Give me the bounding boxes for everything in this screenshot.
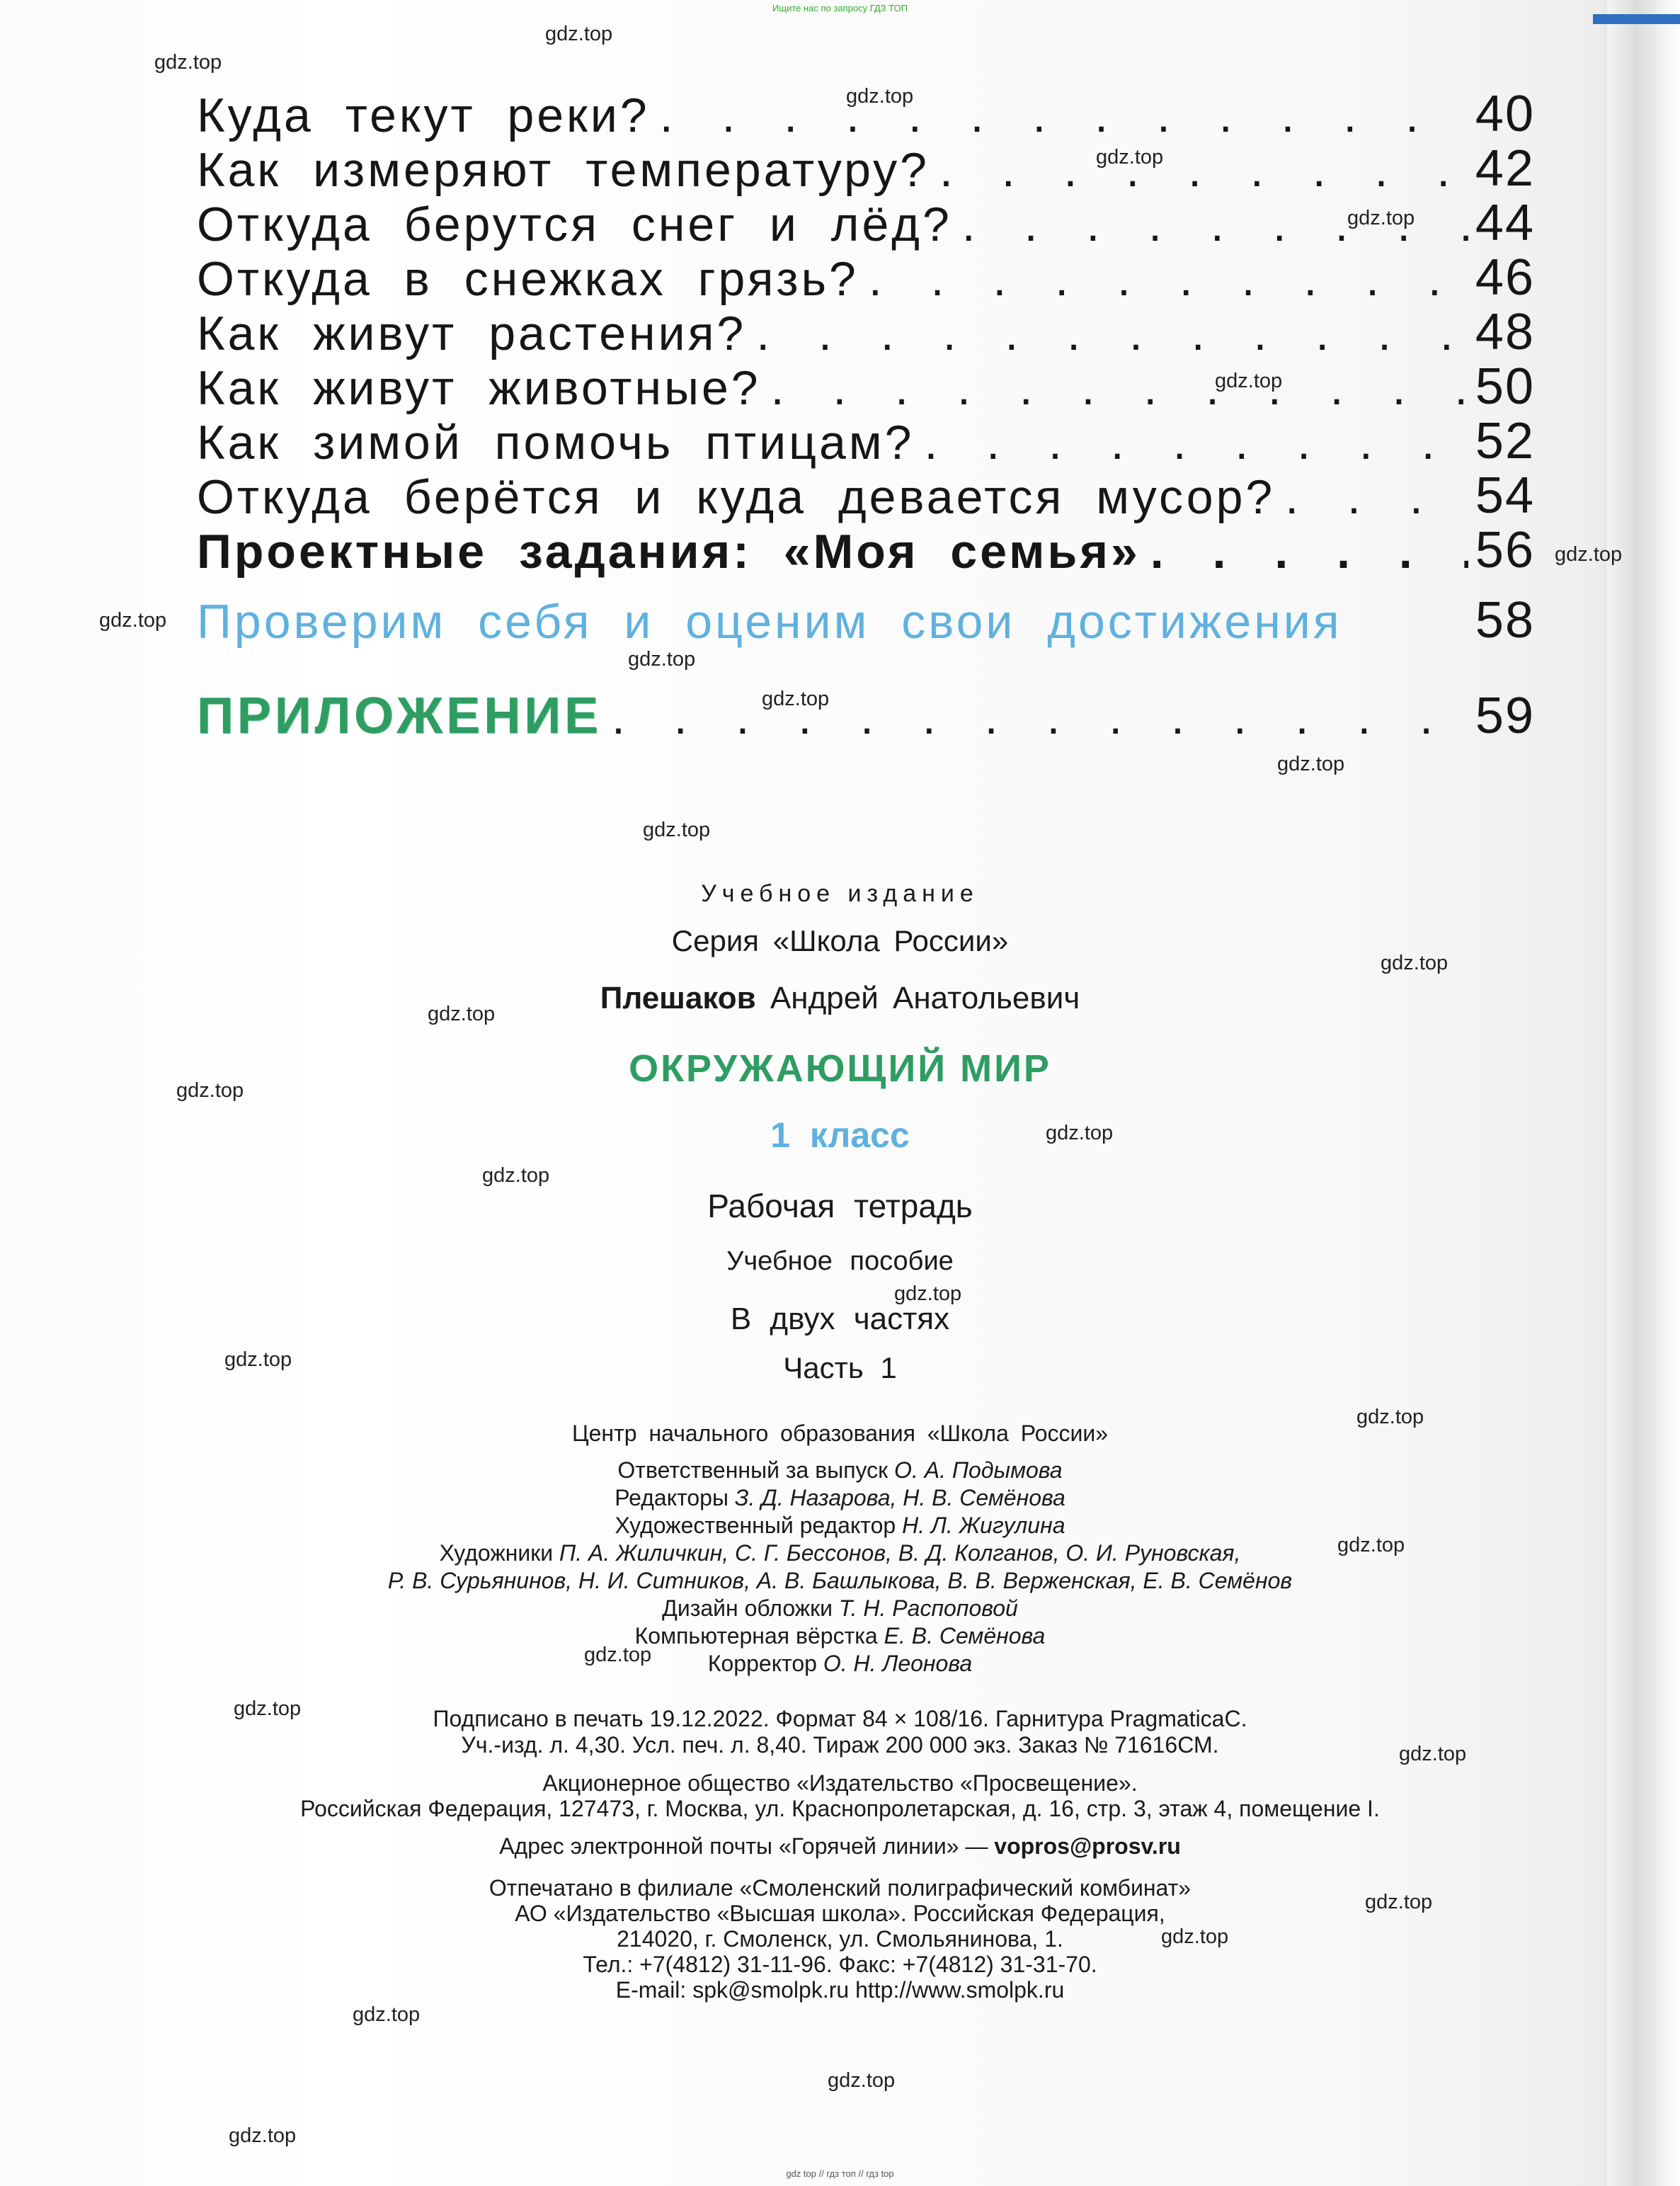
series: Серия «Школа России» xyxy=(671,924,1009,957)
toc-page: 52 xyxy=(1475,413,1535,469)
watermark: gdz.top xyxy=(428,1003,496,1025)
watermark: gdz.top xyxy=(545,23,613,45)
toc-page: 48 xyxy=(1475,304,1535,360)
toc-row-appendix xyxy=(197,688,1535,745)
print-line: Уч.-изд. л. 4,30. Усл. печ. л. 8,40. Тираж 200 000 экз. Заказ № 71616СМ. xyxy=(461,1732,1219,1758)
credit-role: Редакторы xyxy=(615,1485,728,1510)
toc-dots xyxy=(1150,524,1468,579)
edition-type: Учебное издание xyxy=(701,880,979,907)
credit-names: З. Д. Назарова, Н. В. Семёнова xyxy=(734,1485,1065,1510)
toc-page: 46 xyxy=(1475,249,1535,306)
credit-role: Корректор xyxy=(707,1651,817,1676)
print-line: Подписано в печать 19.12.2022. Формат 84 × 108/16. Гарнитура PragmaticaC. xyxy=(433,1706,1247,1731)
watermark: gdz.top xyxy=(1399,1743,1467,1765)
toc-title: Как измеряют температуру? xyxy=(197,143,930,197)
toc-dots xyxy=(924,415,1468,470)
watermark: gdz.top xyxy=(99,609,167,632)
watermark: gdz.top xyxy=(482,1164,550,1187)
watermark: gdz.top xyxy=(1161,1925,1229,1948)
toc-title: Куда текут реки? xyxy=(197,89,650,142)
center-name: Центр начального образования «Школа России» xyxy=(571,1421,1109,1446)
grade: 1 класс xyxy=(770,1115,910,1155)
toc-dots xyxy=(869,251,1468,307)
watermark: gdz.top xyxy=(1215,370,1283,392)
credit-line xyxy=(0,1568,1680,1594)
bottom-note: gdz top // гдз топ // гдз top xyxy=(786,2168,894,2179)
toc-title: Проектные задания: «Моя семья» xyxy=(197,525,1141,579)
email-prefix: Адрес электронной почты «Горячей линии» — xyxy=(499,1833,988,1859)
toc-dots xyxy=(771,360,1468,416)
printer-line: 214020, г. Смоленск, ул. Смольянинова, 1. xyxy=(617,1926,1063,1952)
watermark: gdz.top xyxy=(1356,1406,1424,1428)
toc-title: Как зимой помочь птицам? xyxy=(197,416,915,469)
credit-line xyxy=(0,1513,1680,1539)
aid: Учебное пособие xyxy=(726,1246,954,1276)
toc-dots xyxy=(939,142,1468,198)
watermark: gdz.top xyxy=(628,648,696,671)
publisher-line: Российская Федерация, 127473, г. Москва, ул. Краснопролетарская, д. 16, стр. 3, этаж 4, помещение I. xyxy=(300,1796,1380,1821)
watermark: gdz.top xyxy=(234,1697,302,1720)
toc-title: Проверим себя и оценим свои достижения xyxy=(197,595,1342,649)
toc-title: ПРИЛОЖЕНИЕ xyxy=(197,688,602,744)
toc-row xyxy=(197,249,1535,307)
watermark: gdz.top xyxy=(828,2069,896,2092)
watermark: gdz.top xyxy=(1365,1891,1433,1913)
author xyxy=(0,981,1680,1016)
credit-names: Н. Л. Жигулина xyxy=(902,1513,1065,1538)
watermark: gdz.top xyxy=(1381,952,1448,974)
credit-role: Дизайн обложки xyxy=(662,1595,833,1621)
toc-title: Как живут растения? xyxy=(197,307,747,360)
watermark: gdz.top xyxy=(176,1079,244,1102)
watermark: gdz.top xyxy=(353,2003,421,2026)
credit-names: Е. В. Семёнова xyxy=(884,1623,1046,1649)
watermark: gdz.top xyxy=(154,51,222,74)
credit-line xyxy=(0,1540,1680,1566)
toc-page: 56 xyxy=(1475,522,1535,579)
toc-page: 44 xyxy=(1475,195,1535,251)
watermark: gdz.top xyxy=(846,85,914,108)
watermark: gdz.top xyxy=(1096,146,1164,169)
toc-row xyxy=(197,467,1535,525)
toc-dots xyxy=(756,306,1468,361)
printer-line: АО «Издательство «Высшая школа». Российская Федерация, xyxy=(515,1901,1165,1926)
toc-page: 40 xyxy=(1475,86,1535,142)
publisher-line: Акционерное общество «Издательство «Просвещение». xyxy=(542,1770,1138,1796)
toc-row-check xyxy=(197,592,1535,649)
toc-row xyxy=(197,358,1535,416)
printer-line: Тел.: +7(4812) 31-11-96. Факс: +7(4812) 31-31-70. xyxy=(583,1952,1097,1977)
part: Часть 1 xyxy=(783,1351,897,1384)
watermark: gdz.top xyxy=(584,1644,652,1666)
top-note: Ищите нас по запросу ГДЗ ТОП xyxy=(772,3,908,13)
toc-title: Как живут животные? xyxy=(197,361,761,415)
toc-dots xyxy=(660,88,1468,143)
toc-title: Откуда берутся снег и лёд? xyxy=(197,198,952,251)
toc-page: 59 xyxy=(1475,688,1535,744)
credit-line xyxy=(0,1457,1680,1484)
email-line xyxy=(0,1833,1680,1860)
corner-strip xyxy=(1593,14,1680,24)
watermark: gdz.top xyxy=(224,1348,292,1371)
credit-names: О. Н. Леонова xyxy=(823,1651,973,1676)
watermark: gdz.top xyxy=(762,688,830,710)
toc-page: 54 xyxy=(1475,467,1535,524)
watermark: gdz.top xyxy=(1046,1122,1114,1144)
credit-role: Художественный редактор xyxy=(615,1513,896,1538)
credit-line xyxy=(0,1485,1680,1511)
author-name: Андрей Анатольевич xyxy=(770,981,1080,1015)
workbook: Рабочая тетрадь xyxy=(707,1188,973,1224)
toc-page: 42 xyxy=(1475,140,1535,197)
toc-row xyxy=(197,413,1535,470)
parts: В двух частях xyxy=(730,1302,950,1336)
watermark: gdz.top xyxy=(1337,1534,1405,1556)
credit-line xyxy=(0,1651,1680,1677)
toc-dots xyxy=(1285,469,1468,525)
toc-title: Откуда в снежках грязь? xyxy=(197,252,859,306)
toc-dots xyxy=(612,690,1468,745)
credit-role: Компьютерная вёрстка xyxy=(634,1623,878,1649)
credit-role: Художники xyxy=(439,1540,554,1566)
author-surname: Плешаков xyxy=(600,981,756,1015)
toc-title: Откуда берётся и куда девается мусор? xyxy=(197,470,1276,524)
toc-page: 50 xyxy=(1475,358,1535,415)
toc-row xyxy=(197,140,1535,198)
printer-line: E-mail: spk@smolpk.ru http://www.smolpk.ru xyxy=(615,1977,1065,2003)
toc-page: 58 xyxy=(1475,592,1535,649)
credit-names: Р. В. Сурьянинов, Н. И. Ситников, А. В. Башлыкова, В. В. Верженская, Е. В. Семёнов xyxy=(387,1568,1293,1593)
credit-names: О. А. Подымова xyxy=(894,1457,1063,1483)
credit-role: Ответственный за выпуск xyxy=(617,1457,888,1483)
toc-row xyxy=(197,195,1535,252)
watermark: gdz.top xyxy=(1555,543,1623,566)
email-link[interactable]: vopros@prosv.ru xyxy=(994,1833,1181,1859)
credit-names: Т. Н. Распоповой xyxy=(838,1595,1018,1621)
watermark: gdz.top xyxy=(1277,753,1345,775)
credit-line xyxy=(0,1595,1680,1622)
watermark: gdz.top xyxy=(229,2124,297,2147)
credit-names: П. А. Жиличкин, С. Г. Бессонов, В. Д. Колганов, О. И. Руновская, xyxy=(559,1540,1241,1566)
toc-row-project xyxy=(197,522,1535,579)
toc-row xyxy=(197,304,1535,361)
printer-line: Отпечатано в филиале «Смоленский полиграфический комбинат» xyxy=(488,1875,1192,1901)
book-title: ОКРУЖАЮЩИЙ МИР xyxy=(629,1047,1051,1090)
watermark: gdz.top xyxy=(1347,207,1415,229)
watermark: gdz.top xyxy=(894,1282,962,1305)
credit-line xyxy=(0,1623,1680,1649)
watermark: gdz.top xyxy=(643,819,711,841)
